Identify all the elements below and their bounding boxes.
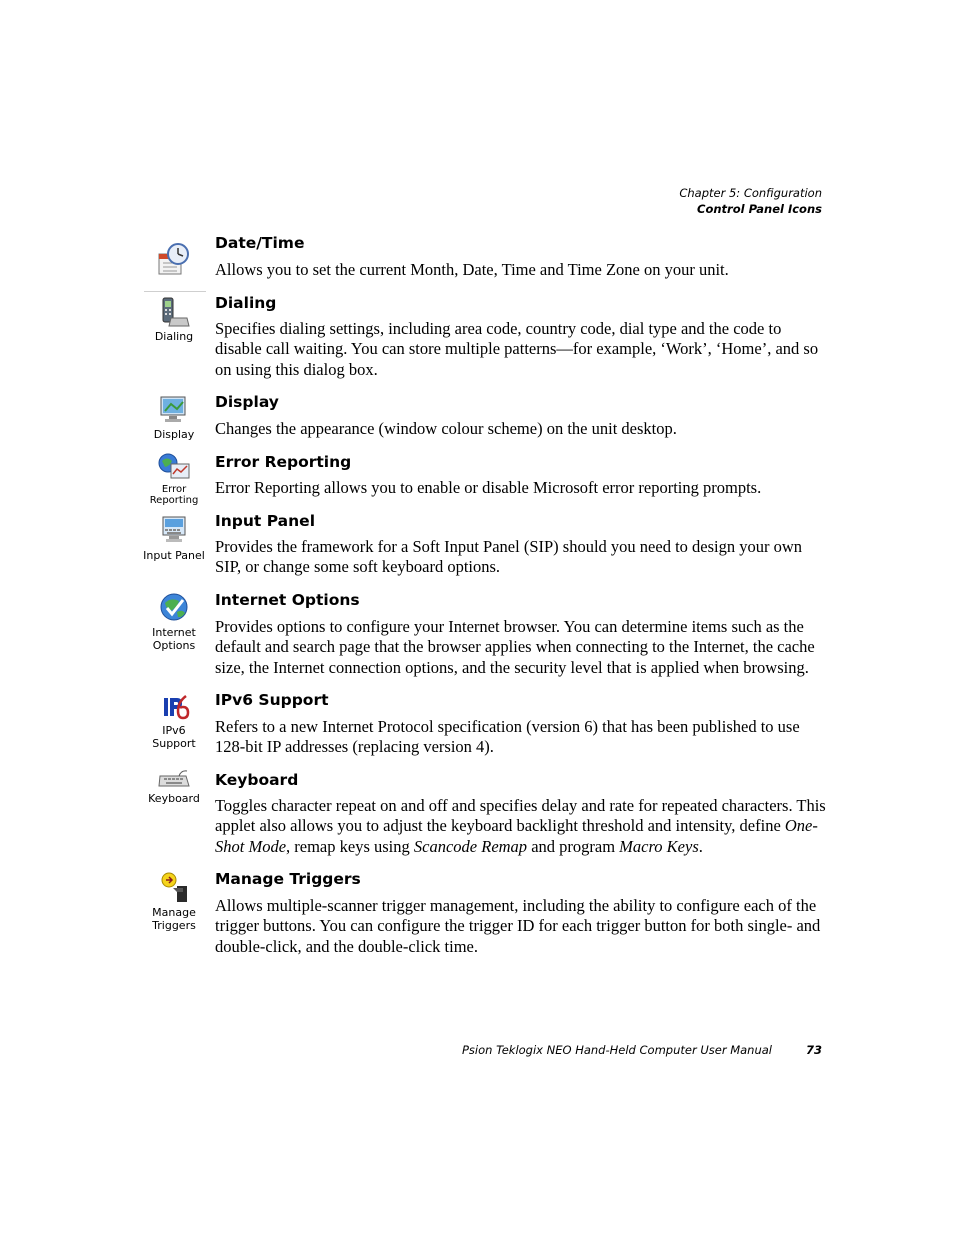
section-body-display: Changes the appearance (window colour scheme) on the unit desktop. (215, 419, 677, 438)
section-title-dialing: Dialing (215, 294, 277, 312)
keyboard-body-text: and program (527, 836, 620, 856)
section-title-ipv6-support: IPv6 Support (215, 691, 329, 709)
icon-label: Manage (152, 906, 196, 919)
section-body-manage-triggers: Allows multiple-scanner trigger management, including the ability to configure each of the trigger buttons. You can configure the trigger ID for each trigger button for both single- and double-click, and the double-click time. (215, 896, 821, 956)
icon-label: Triggers (152, 919, 196, 932)
dialing-icon (138, 296, 210, 343)
keyboard-body-text: . (698, 836, 703, 856)
running-header-chapter: Chapter 5: Configuration (679, 186, 822, 200)
keyboard-body-text: , remap keys using (286, 836, 414, 856)
section-body-dialing: Specifies dialing settings, including area code, country code, dial type and the code to disable call waiting. You can store multiple patterns—for example, ‘Work’, ‘Home’, and so on using this dialog box. (215, 319, 819, 379)
running-header-section: Control Panel Icons (697, 202, 822, 216)
section-body-error-reporting: Error Reporting allows you to enable or disable Microsoft error reporting prompts. (215, 478, 762, 497)
section-body-ipv6-support: Refers to a new Internet Protocol specification (version 6) that has been published to use 128-bit IP addresses (replacing version 4). (215, 717, 800, 757)
section-body-input-panel: Provides the framework for a Soft Input Panel (SIP) should you need to design your own SIP, or change some soft keyboard options. (215, 537, 803, 577)
icon-label: Input Panel (143, 549, 205, 562)
icon-label: Reporting (149, 495, 199, 506)
section-title-display: Display (215, 393, 279, 411)
display-icon (138, 394, 210, 441)
footer-manual-title: Psion Teklogix NEO Hand-Held Computer User Manual (462, 1043, 772, 1057)
section-body-internet-options: Provides options to configure your Internet browser. You can determine items such as the default and search page that the browser applies when connecting to the Internet, the cache size, the Internet connection options, and the security level that is applied when browsing. (215, 617, 815, 677)
section-title-error-reporting: Error Reporting (215, 453, 352, 471)
internet-options-icon (138, 592, 210, 652)
icon-label: Dialing (154, 330, 194, 343)
divider (144, 291, 206, 292)
input-panel-icon (138, 515, 210, 562)
icon-label: Error (161, 484, 187, 495)
section-title-keyboard: Keyboard (215, 771, 299, 789)
icon-label: Options (152, 639, 196, 652)
manage-triggers-icon (138, 870, 210, 932)
error-reporting-icon (138, 452, 210, 506)
icon-label: Display (153, 428, 195, 441)
icon-label: Keyboard (148, 792, 200, 805)
section-title-input-panel: Input Panel (215, 512, 316, 530)
section-title-date-time: Date/Time (215, 234, 305, 252)
keyboard-body-text: Toggles character repeat on and off and specifies delay and rate for repeated characters. This applet also allows you to adjust the keyboard backlight threshold and intensity, define (215, 796, 826, 836)
keyboard-icon (138, 768, 210, 805)
date-time-icon (138, 242, 210, 280)
icon-label: Internet (152, 626, 196, 639)
icon-label: IPv6 (162, 724, 186, 737)
section-body-date-time: Allows you to set the current Month, Date, Time and Time Zone on your unit. (215, 260, 729, 279)
macro-keys-term: Macro Keys (619, 836, 699, 856)
section-title-manage-triggers: Manage Triggers (215, 870, 361, 888)
page-number: 73 (806, 1043, 823, 1057)
icon-label: Support (152, 737, 196, 750)
section-body-keyboard (215, 796, 829, 857)
ipv6-support-icon (138, 694, 210, 750)
section-title-internet-options: Internet Options (215, 591, 360, 609)
scancode-remap-term: Scancode Remap (413, 836, 528, 856)
one-shot-mode-term: One-Shot Mode (215, 816, 818, 856)
